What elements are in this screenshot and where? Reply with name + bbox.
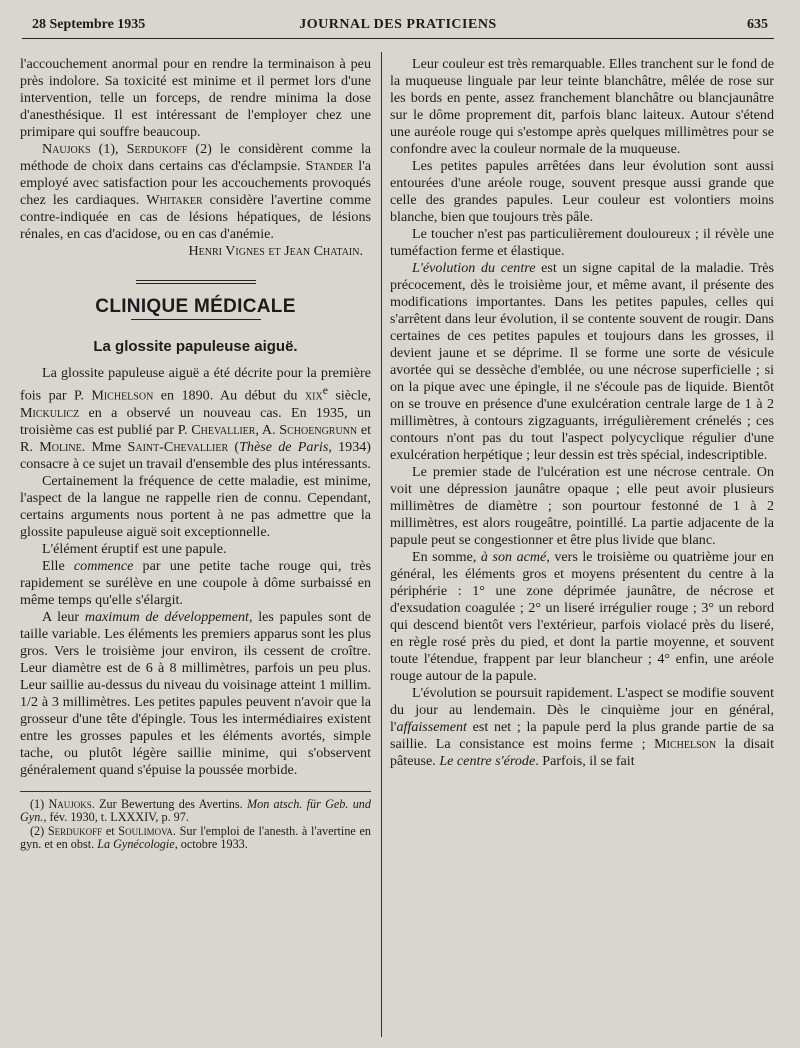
header-journal-title: JOURNAL DES PRATICIENS — [299, 17, 497, 32]
article-title: La glossite papuleuse aiguë. — [93, 338, 298, 355]
section-underline — [131, 319, 261, 320]
paragraph: Naujoks (1), Serdukoff (2) le considèrent comme la méthode de choix dans certains cas d'éclampsie. Stander l'a employé avec satisfaction pour les accouchements provoqués chez les cardiaques. Whitaker considère l'avertine comme contre-indiquée en cas de lésions hépatiques, de lésions rénales, en cas d'acidose, ou en cas d'anémie. — [20, 141, 371, 242]
footnotes — [20, 798, 371, 852]
section-separator — [136, 280, 256, 284]
author-name: Whitaker — [146, 192, 203, 208]
section-heading: CLINIQUE MÉDICALE — [95, 296, 296, 317]
footnote: (1) Naujoks. Zur Bewertung des Avertins. Mon atsch. für Geb. und Gyn., fév. 1930, t. LXXXIV, p. 97. — [20, 796, 371, 825]
footnote: (2) Serdukoff et Soulimova. Sur l'emploi de l'anesth. à l'avertine en gyn. et en obst. La Gynécologie, octobre 1933. — [20, 823, 371, 852]
paragraph: En somme, à son acmé, vers le troisième ou quatrième jour en général, les éléments gros et moyens présentent du centre à la périphérie : 1° une zone déprimée jaunâtre, de nécrose et d'exsudation coagulée ; 2° un liseré irrégulier rouge ; 3° un rebord qui descend bientôt vers l'extérieur, parfois violacé près du liseré, en règle rosé près du pied, et dont la partie moyenne, et souvent toute l'étendue, frappent par leur blancheur ; 4° enfin, une aréole rouge autour de la papule. — [390, 549, 774, 684]
footnote-rule — [20, 791, 371, 792]
right-column — [390, 56, 774, 770]
paragraph: A leur maximum de développement, les papules sont de taille variable. Les éléments les premiers apparus sont les plus gros. Vers le troisième jour environ, ils cessent de croître. Leur diamètre est de 6 à 8 millimètres, parfois un peu plus. Leur saillie au-dessus du niveau du voisinage atteint 1 millim. 1/2 à 3 millimètres. Les petites papules peuvent n'avoir que la grosseur d'une tête d'épingle. Tous les intermédiaires existent entre les grosses papules et les éléments avortés, simple tache, ou plutôt légère saillie minime, qui s'observent généralement quand s'épuise la poussée morbide. — [20, 608, 372, 778]
header-date: 28 Septembre 1935 — [32, 17, 146, 32]
author-name: Stander — [305, 158, 354, 174]
running-header — [22, 14, 774, 39]
article-signature: Henri Vignes et Jean Chatain. — [188, 243, 363, 259]
author-name: Serdukoff — [126, 141, 188, 157]
paragraph: L'évolution du centre est un signe capital de la maladie. Très précocement, dès le troisième jour, et même avant, il présente des modifications importantes. Dans les petites papules, celles qui s'arrêtent dans leur évolution, il se contente souvent de rougir. Dans certaines de ces petites papules et toujours dans les grosses, il devient jaune et se déprime. Il se forme une sorte de vésicule avortée qui se dessèche d'emblée, ou une nécrose superficielle ; si on la pique avec une épingle, il ne s'écoule pas de liquide. Bientôt on se trouve en présence d'une exulcération centrale large de 1 à 2 millimètres, à contours zigzaguants, irrégulièrement crénelés ; ces contours n'ont pas du tout l'aspect polycyclique régulier d'une exulcération herpétique ; leur dessin est très spécial, indescriptible. — [390, 260, 774, 463]
paragraph: Le toucher n'est pas particulièrement douloureux ; il révèle une tuméfaction ferme et élastique. — [390, 226, 774, 259]
left-column — [20, 56, 371, 852]
paragraph: Les petites papules arrêtées dans leur évolution sont aussi entourées d'une aréole rouge, souvent presque aussi grande que celle des grandes papules. Leur couleur est volontiers moins blanche, bien que toujours très pâle. — [390, 158, 774, 225]
paragraph: L'évolution se poursuit rapidement. L'aspect se modifie souvent du jour au lendemain. Dès le cinquième jour en général, l'affaissement est net ; la papule perd la plus grande partie de sa saillie. La consistance est moins ferme ; Michelson la disait pâteuse. Le centre s'érode. Parfois, il se fait — [390, 685, 774, 769]
paragraph: Le premier stade de l'ulcération est une nécrose centrale. On voit une dépression jaunâtre opaque ; elle peut avoir plusieurs millimètres de diamètre ; son pourtour festonné de 1 à 2 millimètres, est alors rougeâtre, pointillé. La partie adjacente de la papule peut se congestionner et être plus livide que blanc. — [390, 464, 774, 548]
paragraph: l'accouchement anormal pour en rendre la terminaison à peu près indolore. Sa toxicité est minime et il permet lors d'une intervention, telle un forceps, de rendre minima la dose d'anesthésique. Il est intéressant de l'employer chez une primipare qui souffre beaucoup. — [20, 56, 371, 140]
paragraph: L'élément éruptif est une papule. — [42, 540, 227, 557]
paragraph: Certainement la fréquence de cette maladie, est minime, l'aspect de la langue ne rappelle rien de connu. Cependant, certains arguments nous portent à ne pas admettre que la glossite papuleuse aiguë soit exceptionnelle. — [20, 472, 371, 540]
paragraph: La glossite papuleuse aiguë a été décrite pour la première fois par P. Michelson en 1890. Au début du xix$^e$ siècle, Mickulicz en a observé un nouveau cas. En 1935, un troisième cas est publié par P. Chevallier, A. Schoengrunn et R. Moline. Mme Saint-Chevallier (Thèse de Paris, 1934) consacre à ce sujet un travail d'ensemble des plus intéressants. — [20, 365, 372, 472]
author-name: Naujoks — [42, 141, 91, 157]
paragraph: Leur couleur est très remarquable. Elles tranchent sur le fond de la muqueuse linguale par leur teinte blanchâtre, mêlée de rose sur les bords en pente, assez franchement blanchâtre ou blancjaunâtre sur le dôme proprement dit, parfois blanc laiteux. Autour s'étend une auréole rouge qui s'estompe après quelques millimètres pour se confondre avec la couleur normale de la muqueuse. — [390, 56, 774, 157]
paragraph: Elle commence par une petite tache rouge qui, très rapidement se surélève en une coupole à dôme surbaissé en même temps qu'elle s'élargit. — [20, 557, 371, 608]
header-page-number: 635 — [747, 17, 768, 32]
column-divider — [381, 52, 382, 1037]
